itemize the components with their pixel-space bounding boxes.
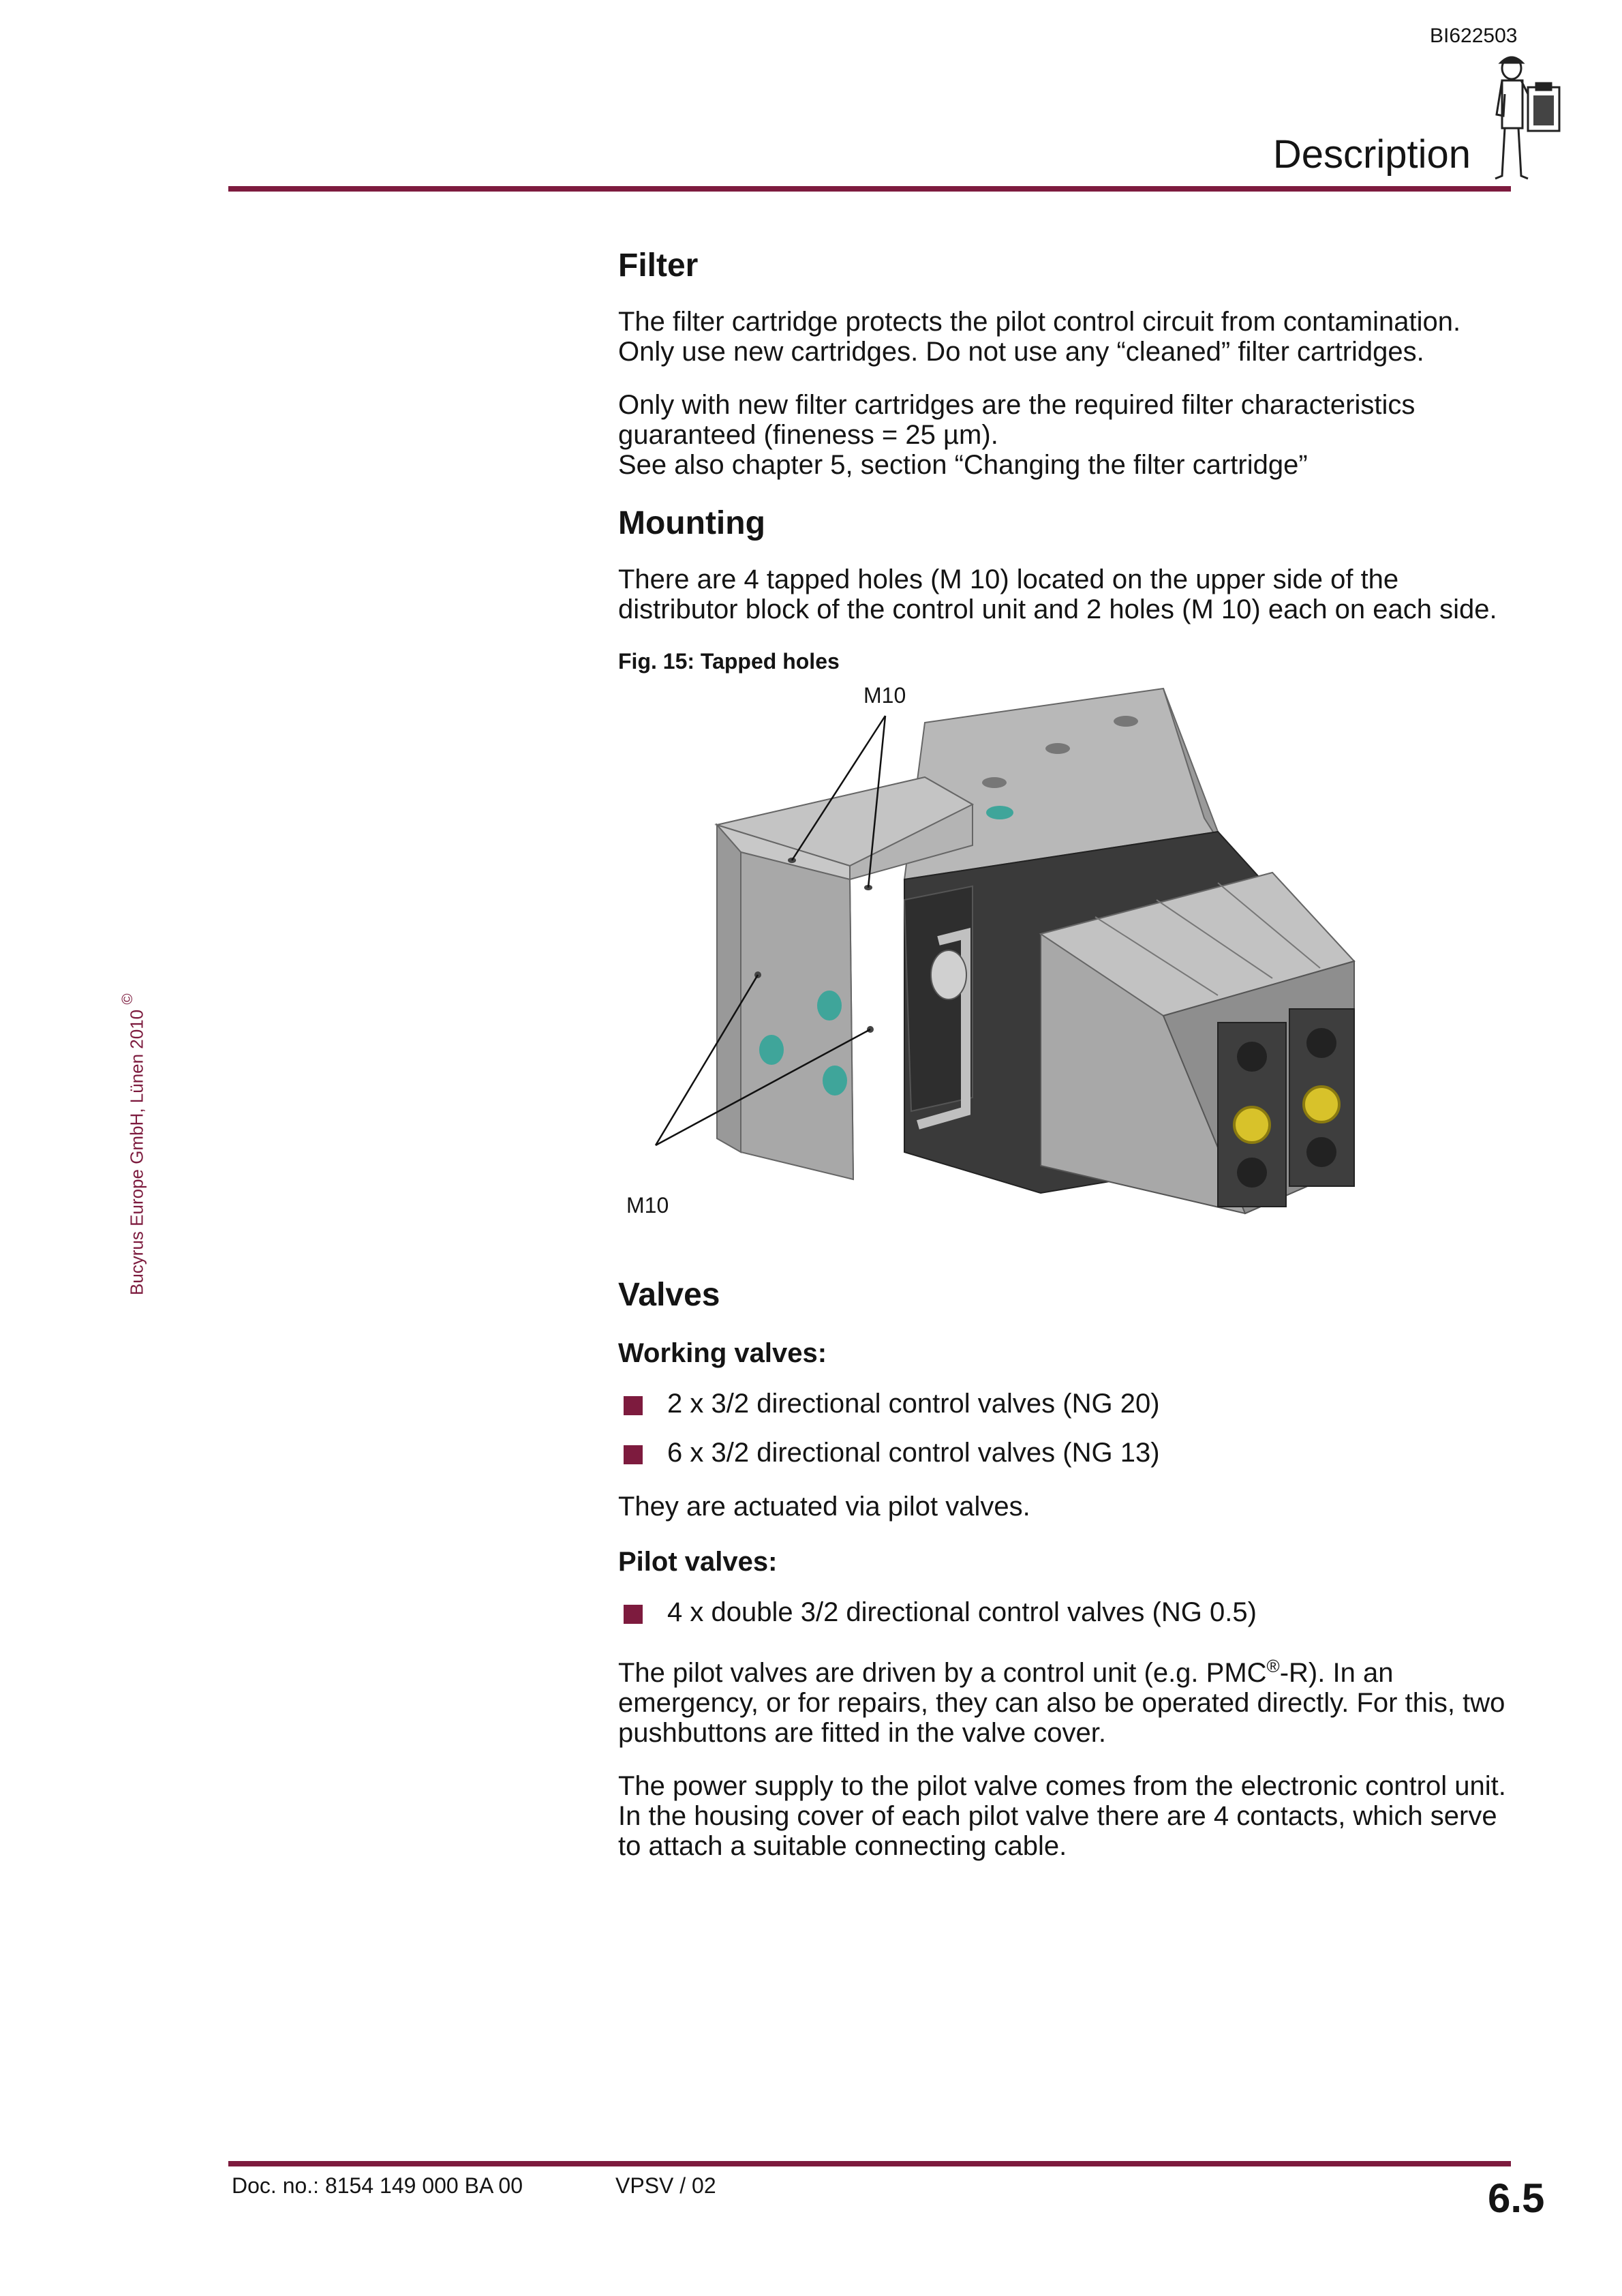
tapped-holes-figure — [618, 675, 1511, 1248]
m10-label-top: M10 — [863, 683, 906, 708]
pilot-paragraph-1-end: -R). In an emergency, or for repairs, they can also be operated directly. For this, two pushbuttons are fitted in the valve cover. — [618, 1658, 1505, 1748]
technician-with-clipboard-icon — [1484, 53, 1566, 187]
copyright-symbol: © — [119, 993, 136, 1005]
page-title: Description — [1272, 132, 1471, 177]
working-valves-note: They are actuated via pilot valves. — [618, 1492, 1030, 1522]
filter-paragraph-2-line-2: See also chapter 5, section “Changing the filter cartridge” — [618, 450, 1308, 480]
pilot-paragraph-1-start: The pilot valves are driven by a control unit (e.g. PMC — [618, 1658, 1267, 1688]
filter-heading: Filter — [618, 247, 699, 284]
valve-block-illustration — [618, 675, 1511, 1248]
list-item — [618, 1388, 1511, 1419]
pilot-valves-paragraph-1 — [618, 1651, 1511, 1748]
registered-mark: ® — [1266, 1656, 1280, 1676]
list-item-text: 2 x 3/2 directional control valves (NG 20) — [667, 1389, 1160, 1419]
pilot-valves-paragraph-2: The power supply to the pilot valve comes from the electronic control unit. In the housing cover of each pilot valve there are 4 contacts, which serve to attach a suitable connecting cable. — [618, 1771, 1506, 1861]
filter-paragraph-2-line-1: Only with new filter cartridges are the required filter characteristics guaranteed (fineness = 25 µm). — [618, 390, 1416, 450]
mounting-paragraph: There are 4 tapped holes (M 10) located on the upper side of the distributor block of the control unit and 2 holes (M 10) each on each side. — [618, 564, 1497, 624]
main-content — [618, 245, 1511, 1884]
mounting-heading: Mounting — [618, 505, 765, 541]
filter-paragraph-2 — [618, 390, 1511, 480]
page-number: 6.5 — [1488, 2175, 1545, 2221]
list-item-text: 4 x double 3/2 directional control valves (NG 0.5) — [667, 1597, 1257, 1627]
figure-caption: Fig. 15: Tapped holes — [618, 649, 840, 674]
valves-heading: Valves — [618, 1277, 720, 1313]
list-item — [618, 1437, 1511, 1468]
bullet-square-icon — [624, 1396, 643, 1415]
pilot-valves-heading: Pilot valves: — [618, 1547, 778, 1577]
pilot-valves-list — [618, 1597, 1511, 1628]
copyright-notice — [119, 993, 148, 1295]
document-version: VPSV / 02 — [615, 2173, 716, 2198]
bullet-square-icon — [624, 1445, 643, 1464]
working-valves-list — [618, 1388, 1511, 1468]
footer-rule — [228, 2161, 1511, 2166]
m10-label-bottom: M10 — [626, 1193, 669, 1218]
list-item — [618, 1597, 1511, 1628]
document-number: Doc. no.: 8154 149 000 BA 00 — [232, 2173, 523, 2198]
list-item-text: 6 x 3/2 directional control valves (NG 13) — [667, 1438, 1160, 1468]
document-id: BI622503 — [1430, 25, 1518, 47]
header-rule — [228, 186, 1511, 192]
working-valves-heading: Working valves: — [618, 1338, 827, 1368]
bullet-square-icon — [624, 1605, 643, 1624]
filter-paragraph-1: The filter cartridge protects the pilot control circuit from contamination. Only use new cartridges. Do not use any “cleaned” filter cartridges. — [618, 307, 1461, 367]
copyright-text: Bucyrus Europe GmbH, Lünen 2010 — [126, 1009, 147, 1295]
